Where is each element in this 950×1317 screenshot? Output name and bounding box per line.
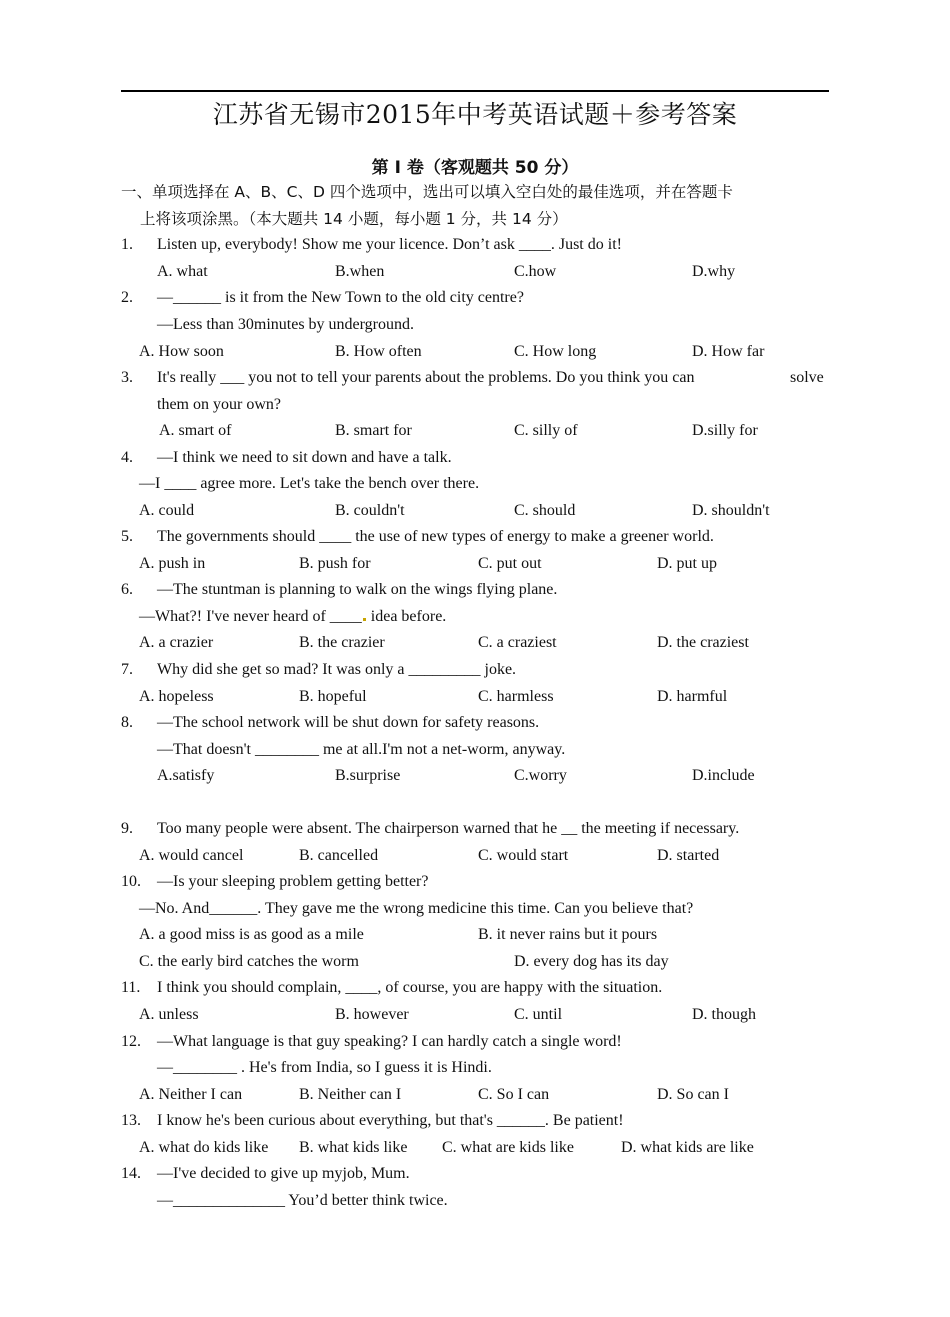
option-a: A. How soon: [139, 343, 224, 360]
option-c: C.how: [514, 263, 557, 280]
option-a: A. would cancel: [139, 847, 244, 864]
option-d: D. harmful: [657, 688, 728, 705]
question-number: 2.: [121, 289, 133, 306]
option-a: A. a crazier: [139, 634, 214, 651]
question-stem: —Less than 30minutes by underground.: [157, 316, 415, 333]
option-a: A. what: [157, 263, 208, 280]
question-stem-part: idea before.: [370, 608, 447, 625]
option-c: C. what are kids like: [442, 1139, 574, 1156]
option-c: C. a craziest: [478, 634, 557, 651]
question-number: 7.: [121, 661, 133, 678]
option-d: D.silly for: [692, 422, 758, 439]
option-c: C. until: [514, 1006, 563, 1023]
option-b: B. it never rains but it pours: [478, 926, 658, 943]
option-d: D. How far: [692, 343, 765, 360]
option-b: B. push for: [299, 555, 371, 572]
document-title: 江苏省无锡市2015年中考英语试题＋参考答案: [212, 100, 738, 129]
header-rule: [121, 90, 829, 92]
option-a: A.satisfy: [157, 767, 215, 784]
question-stem: —I think we need to sit down and have a talk.: [157, 449, 452, 466]
option-b: B. How often: [335, 343, 422, 360]
section-line-2: 上将该项涂黑。（本大题共 14 小题，每小题 1 分，共 14 分）: [140, 210, 568, 228]
option-a: A. hopeless: [139, 688, 214, 705]
question-number: 1.: [121, 236, 133, 253]
question-stem: Too many people were absent. The chairperson warned that he __ the meeting if necessary.: [157, 820, 740, 837]
question-stem: I know he's been curious about everything, but that's ______. Be patient!: [157, 1112, 624, 1129]
question-stem: —That doesn't ________ me at all.I'm not a net-worm, anyway.: [157, 741, 566, 758]
question-number: 9.: [121, 820, 133, 837]
option-b: B. hopeful: [299, 688, 367, 705]
question-number: 3.: [121, 369, 133, 386]
question-stem: —I ____ agree more. Let's take the bench over there.: [139, 475, 480, 492]
option-c: C. So I can: [478, 1086, 550, 1103]
option-a: A. Neither I can: [139, 1086, 243, 1103]
option-b: B. what kids like: [299, 1139, 408, 1156]
question-stem: —What language is that guy speaking? I can hardly catch a single word!: [157, 1033, 622, 1050]
option-a: A. push in: [139, 555, 206, 572]
option-b: B. Neither can I: [299, 1086, 402, 1103]
option-c: C. would start: [478, 847, 569, 864]
option-d: D.include: [692, 767, 755, 784]
option-d: D. every dog has its day: [514, 953, 669, 970]
option-b: B. couldn't: [335, 502, 405, 519]
option-b: B. cancelled: [299, 847, 379, 864]
option-d: D. though: [692, 1006, 756, 1023]
option-b: B.surprise: [335, 767, 401, 784]
question-stem: —Is your sleeping problem getting better?: [157, 873, 429, 890]
question-number: 13.: [121, 1112, 141, 1129]
question-stem: them on your own?: [157, 396, 281, 413]
question-stem: It's really ___ you not to tell your parents about the problems. Do you think you can: [157, 369, 695, 386]
question-stem: The governments should ____ the use of new types of energy to make a greener world.: [157, 528, 714, 545]
question-stem: solve: [790, 369, 824, 386]
option-c: C. put out: [478, 555, 542, 572]
question-number: 11.: [121, 979, 141, 996]
question-stem: —The stuntman is planning to walk on the wings flying plane.: [157, 581, 558, 598]
question-stem-part: —What?! I've never heard of ____: [139, 608, 362, 625]
option-c: C. the early bird catches the worm: [139, 953, 359, 970]
option-c: C. should: [514, 502, 576, 519]
question-number: 10.: [121, 873, 141, 890]
part-heading: 第 I 卷（客观题共 50 分）: [371, 158, 579, 178]
question-stem: Listen up, everybody! Show me your licence. Don’t ask ____. Just do it!: [157, 236, 622, 253]
option-d: D. the craziest: [657, 634, 749, 651]
option-c: C. silly of: [514, 422, 578, 439]
question-stem: Why did she get so mad? It was only a _________ joke.: [157, 661, 517, 678]
question-stem: I think you should complain, ____, of course, you are happy with the situation.: [157, 979, 663, 996]
option-a: A. unless: [139, 1006, 199, 1023]
question-stem: [139, 607, 446, 627]
question-stem: —The school network will be shut down for safety reasons.: [157, 714, 540, 731]
option-c: C.worry: [514, 767, 567, 784]
question-number: 6.: [121, 581, 133, 598]
question-stem: —I've decided to give up myjob, Mum.: [157, 1165, 410, 1182]
question-number: 12.: [121, 1033, 141, 1050]
option-d: D. what kids are like: [621, 1139, 754, 1156]
question-number: 8.: [121, 714, 133, 731]
option-c: C. harmless: [478, 688, 554, 705]
option-a: A. could: [139, 502, 195, 519]
section-line-1: 一、单项选择在 A、B、C、D 四个选项中，选出可以填入空白处的最佳选项，并在答题卡: [121, 183, 733, 201]
option-d: D. So can I: [657, 1086, 729, 1103]
option-a: A. a good miss is as good as a mile: [139, 926, 364, 943]
option-b: B. the crazier: [299, 634, 385, 651]
question-number: 4.: [121, 449, 133, 466]
question-stem: —______ is it from the New Town to the old city centre?: [157, 289, 524, 306]
question-stem: —________ . He's from India, so I guess it is Hindi.: [157, 1059, 492, 1076]
question-stem: —No. And______. They gave me the wrong medicine this time. Can you believe that?: [139, 900, 694, 917]
option-a: A. what do kids like: [139, 1139, 269, 1156]
option-d: D. put up: [657, 555, 717, 572]
option-b: B. smart for: [335, 422, 412, 439]
option-d: D. started: [657, 847, 720, 864]
question-number: 14.: [121, 1165, 141, 1182]
section-instructions: [121, 179, 833, 233]
option-d: D.why: [692, 263, 736, 280]
option-d: D. shouldn't: [692, 502, 770, 519]
question-number: 5.: [121, 528, 133, 545]
stray-mark: [363, 618, 366, 621]
question-stem: —______________ You’d better think twice.: [157, 1192, 448, 1209]
option-b: B.when: [335, 263, 385, 280]
option-b: B. however: [335, 1006, 409, 1023]
option-a: A. smart of: [159, 422, 232, 439]
option-c: C. How long: [514, 343, 597, 360]
